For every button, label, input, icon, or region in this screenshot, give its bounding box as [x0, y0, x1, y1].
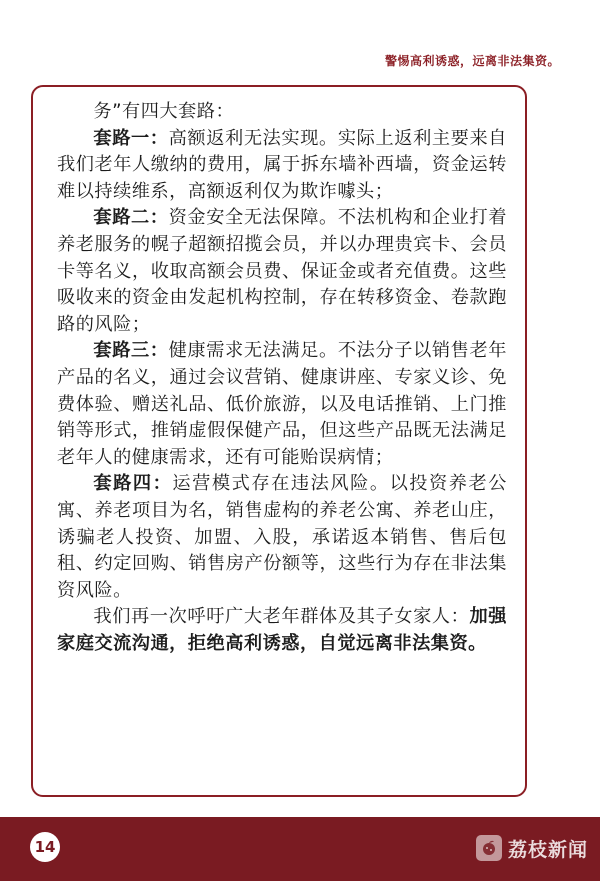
- routine-3-lead: 套路三：: [93, 340, 169, 362]
- routine-1-text: 高额返利无法实现。实际上返利主要来自我们老年人缴纳的费用，属于拆东墙补西墙，资金运转难以持续维系，高额返利仅为欺诈噱头；: [57, 127, 507, 202]
- routine-paragraph-4: [57, 471, 507, 604]
- routine-paragraph-3: [57, 338, 507, 471]
- header-slogan: 警惕高利诱惑，远离非法集资。: [384, 54, 560, 68]
- body-text: [57, 99, 507, 657]
- content-box: [31, 85, 527, 797]
- routine-paragraph-1: [57, 126, 507, 206]
- routine-paragraph-2: [57, 205, 507, 338]
- lychee-news-logo-icon: [476, 835, 502, 861]
- brand-name: 荔枝新闻: [507, 838, 588, 861]
- footer-bar: [0, 817, 600, 881]
- routine-2-lead: 套路二：: [93, 207, 169, 229]
- closing-paragraph: [57, 604, 507, 657]
- routine-3-text: 健康需求无法满足。不法分子以销售老年产品的名义，通过会议营销、健康讲座、专家义诊、免费体验、赠送礼品、低价旅游，以及电话推销、上门推销等形式，推销虚假保健产品，但这些产品既无法满足老年人的健康需求，还有可能贻误病情；: [57, 340, 507, 468]
- closing-bold-text: 加强家庭交流沟通，拒绝高利诱惑，自觉远离非法集资。: [57, 606, 507, 654]
- intro-paragraph: 务”有四大套路：: [93, 101, 235, 122]
- brand-watermark: [476, 833, 588, 863]
- routine-2-text: 资金安全无法保障。不法机构和企业打着养老服务的幌子超额招揽会员，并以办理贵宾卡、会员卡等名义，收取高额会员费、保证金或者充值费。这些吸收来的资金由发起机构控制，存在转移资金、卷款跑路的风险；: [57, 207, 507, 335]
- closing-plain-text: 我们再一次呼吁广大老年群体及其子女家人：: [93, 606, 470, 628]
- routine-4-text: 运营模式存在违法风险。以投资养老公寓、养老项目为名，销售虚构的养老公寓、养老山庄，诱骗老人投资、加盟、入股，承诺返本销售、售后包租、约定回购、销售房产份额等，这些行为存在非法集资风险。: [57, 473, 507, 601]
- routine-4-lead: 套路四：: [93, 473, 173, 495]
- routine-1-lead: 套路一：: [93, 127, 169, 149]
- page-number: 14: [30, 832, 60, 862]
